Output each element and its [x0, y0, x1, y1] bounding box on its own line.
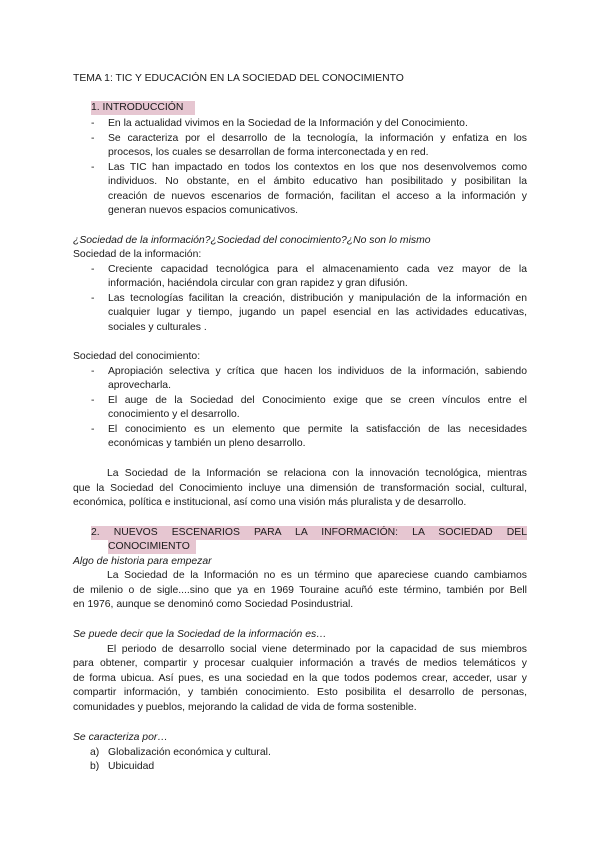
bullet-text: cualquier lugar y tiempo, jugando un papel esencial en las actividades educativas,: [108, 307, 527, 318]
paragraph-line: La Sociedad de la Información no es un término que apareciese cuando cambiamos: [107, 570, 527, 581]
paragraph-line: que la Sociedad del Conocimiento incluye una dimensión de transformación social, cultural,: [73, 483, 527, 494]
characteristics-title: Se caracteriza por…: [73, 732, 168, 743]
bullet-dash: -: [91, 395, 95, 406]
bullet-dash: -: [91, 264, 95, 275]
paragraph-line: de forma ubicua. Así pues, es una sociedad en la que todos podemos crear, acceder, usar y: [73, 673, 527, 684]
paragraph-line: comunidades y pueblos, mejorando la calidad de vida de forma sostenible.: [73, 702, 417, 713]
bullet-text: En la actualidad vivimos en la Sociedad de la Información y del Conocimiento.: [108, 118, 468, 129]
paragraph-line: compartir información, y también conocimiento. Esto posibilita el desarrollo de personas,: [73, 687, 527, 698]
bullet-text: conocimiento y el desarrollo.: [108, 409, 240, 420]
list-marker: a): [90, 747, 100, 758]
bullet-dash: -: [91, 118, 95, 129]
bullet-text: económicas y también un pleno desarrollo.: [108, 438, 306, 449]
question-title: ¿Sociedad de la información?¿Sociedad del conocimiento?¿No son lo mismo: [73, 235, 431, 246]
paragraph-line: La Sociedad de la Información se relaciona con la innovación tecnológica, mientras: [107, 468, 527, 479]
bullet-text: generan nuevos espacios comunicativos.: [108, 205, 299, 216]
bullet-dash: -: [91, 424, 95, 435]
bullet-dash: -: [91, 293, 95, 304]
bullet-text: sociales y culturales .: [108, 322, 207, 333]
sociedad-conocimiento-label: Sociedad del conocimiento:: [73, 351, 201, 362]
section-1-heading: 1. INTRODUCCIÓN: [91, 101, 195, 115]
bullet-dash: -: [91, 366, 95, 377]
sociedad-informacion-label: Sociedad de la información:: [73, 249, 202, 260]
paragraph-line: El periodo de desarrollo social viene determinado por la capacidad de sus miembros: [107, 644, 527, 655]
list-marker: b): [90, 761, 100, 772]
bullet-text: Se caracteriza por el desarrollo de la tecnología, la información y enfatiza en los: [108, 133, 527, 144]
bullet-text: Las TIC han impactado en todos los contextos en los que nos desenvolvemos como: [108, 162, 527, 173]
paragraph-line: en 1976, aunque se denominó como Sociedad Posindustrial.: [73, 599, 354, 610]
bullet-dash: -: [91, 133, 95, 144]
bullet-text: procesos, los cuales se desarrollan de forma interconectada y en red.: [108, 147, 429, 158]
paragraph-line: de milenio o de sigle....sino que ya en 1969 Touraine acuñó este término, también por Bell: [73, 585, 527, 596]
history-title: Algo de historia para empezar: [73, 556, 212, 567]
bullet-text: Creciente capacidad tecnológica para el almacenamiento cada vez mayor de la: [108, 264, 527, 275]
paragraph-line: para obtener, compartir y procesar cualquier información a través de medios telemáticos y: [73, 658, 527, 669]
bullet-text: El auge de la Sociedad del Conocimiento exige que se creen vínculos entre el: [108, 395, 527, 406]
definition-title: Se puede decir que la Sociedad de la información es…: [73, 629, 327, 640]
bullet-text: Apropiación selectiva y crítica que hacen los individuos de la información, sabiendo: [108, 366, 527, 377]
list-item: Globalización económica y cultural.: [108, 747, 271, 758]
bullet-text: El conocimiento es un elemento que permite la satisfacción de las necesidades: [108, 424, 527, 435]
bullet-text: Las tecnologías facilitan la creación, distribución y manipulación de la información en: [108, 293, 527, 304]
bullet-dash: -: [91, 162, 95, 173]
bullet-text: creación de nuevos escenarios de formación, facilitan el acceso a la información y: [108, 191, 527, 202]
bullet-text: individuos. No obstante, en el ámbito educativo han posibilitado y posibilitan la: [108, 176, 527, 187]
document-title: TEMA 1: TIC Y EDUCACIÓN EN LA SOCIEDAD DEL CONOCIMIENTO: [73, 73, 404, 84]
section-2-heading-cont: CONOCIMIENTO: [108, 540, 196, 554]
bullet-text: información, haciéndola circular con gran rapidez y gran difusión.: [108, 278, 408, 289]
list-item: Ubicuidad: [108, 761, 155, 772]
section-2-heading: 2. NUEVOS ESCENARIOS PARA LA INFORMACIÓN: LA SOCIEDAD DEL: [91, 527, 527, 538]
bullet-text: aprovecharla.: [108, 380, 171, 391]
paragraph-line: económica, política e institucional, así como una visión más pluralista y de desarrollo.: [73, 497, 467, 508]
